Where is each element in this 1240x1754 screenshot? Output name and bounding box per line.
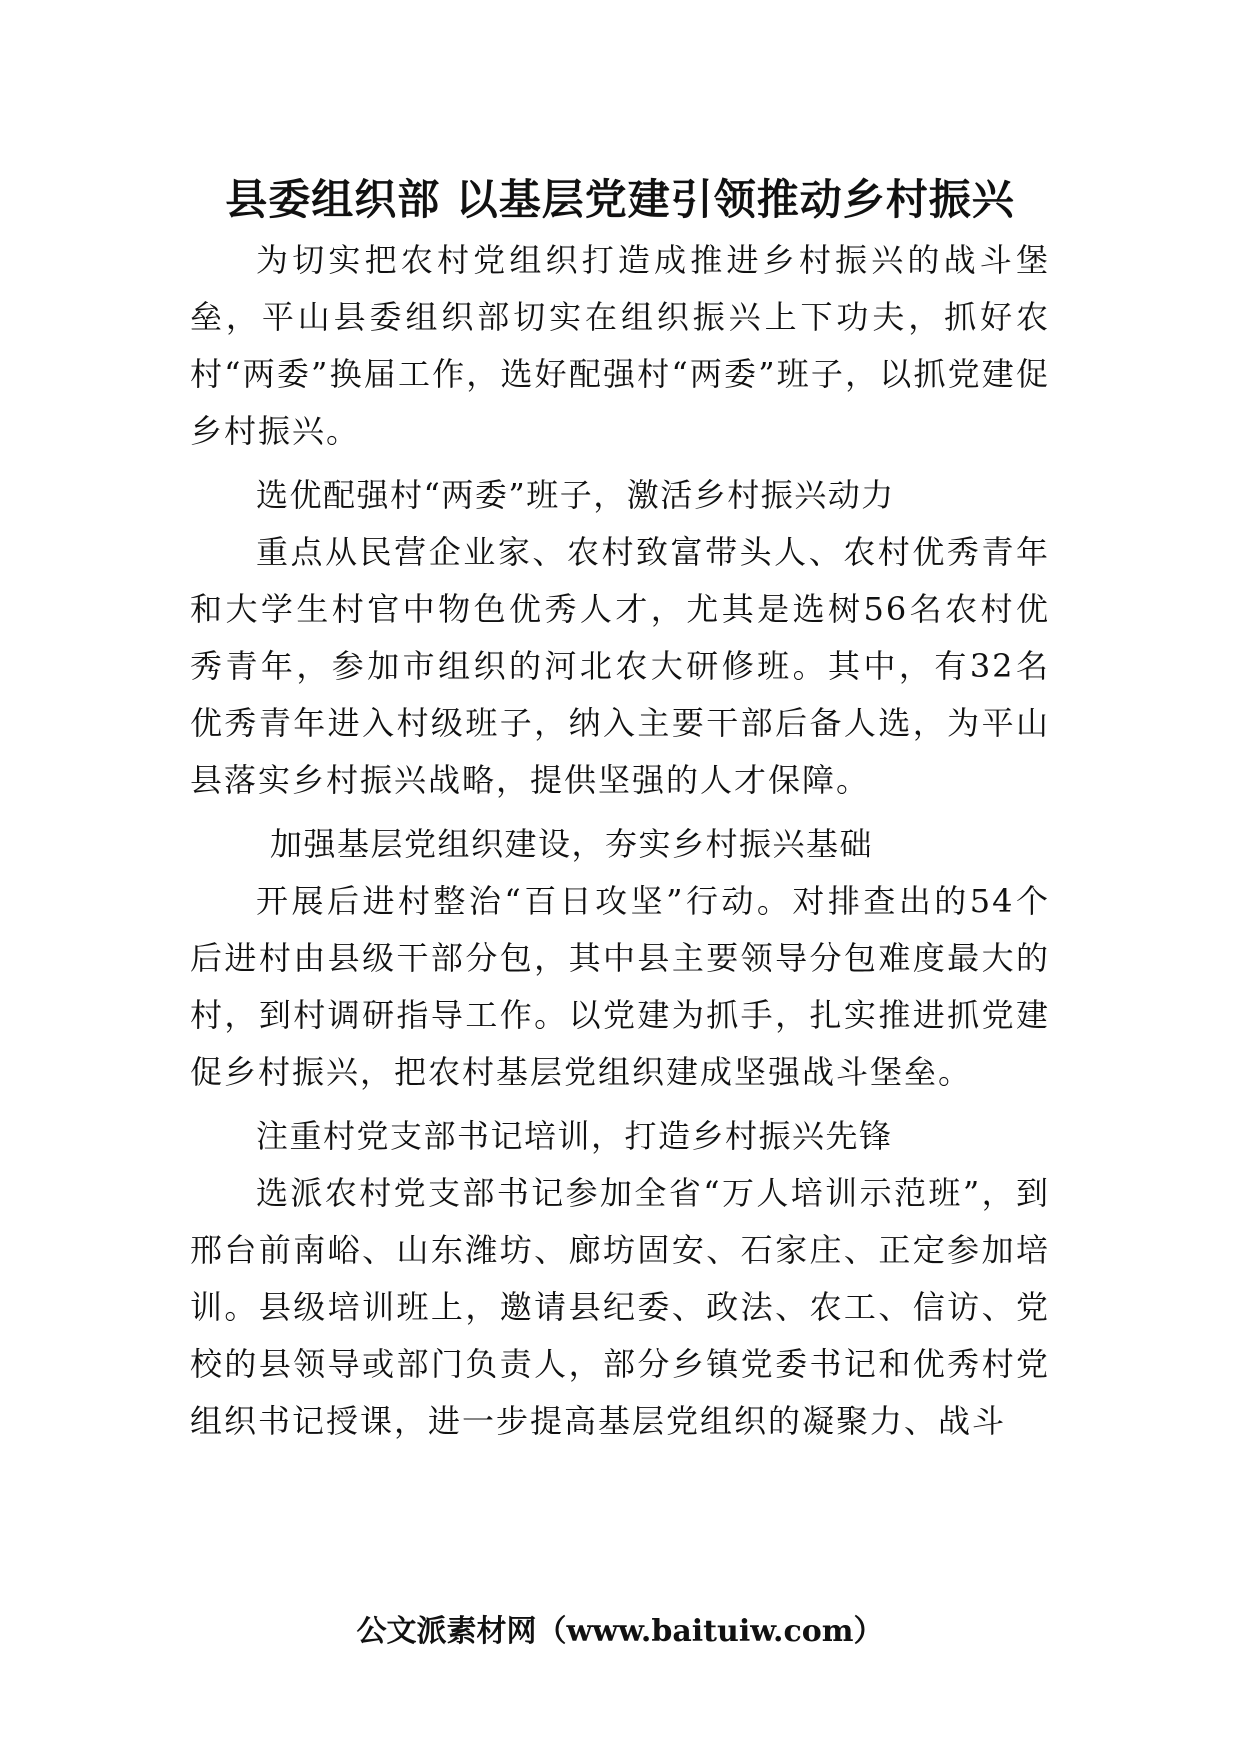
section-heading-training: 注重村党支部书记培训，打造乡村振兴先锋 xyxy=(256,1117,893,1155)
training-paragraph: 选派农村党支部书记参加全省“万人培训示范班”，到邢台前南峪、山东潍坊、廊坊固安、石家庄、正定参加培训。县级培训班上，邀请县纪委、政法、农工、信访、党校的县领导或部门负责人，部分乡镇党委书记和优秀村党组织书记授课，进一步提高基层党组织的凝聚力、战斗 xyxy=(190,1174,1050,1440)
section-heading-team: 选优配强村“两委”班子，激活乡村振兴动力 xyxy=(256,476,895,514)
source-footer: 公文派素材网（www.baituiw.com） xyxy=(356,1614,884,1649)
organization-paragraph: 开展后进村整治“百日攻坚”行动。对排查出的54个后进村由县级干部分包，其中县主要领导分包难度最大的村，到村调研指导工作。以党建为抓手，扎实推进抓党建促乡村振兴，把农村基层党组织建成坚强战斗堡垒。 xyxy=(190,882,1050,1091)
team-paragraph: 重点从民营企业家、农村致富带头人、农村优秀青年和大学生村官中物色优秀人才，尤其是选树56名农村优秀青年，参加市组织的河北农大研修班。其中，有32名优秀青年进入村级班子，纳入主要干部后备人选，为平山县落实乡村振兴战略，提供坚强的人才保障。 xyxy=(190,533,1050,799)
document-body xyxy=(190,232,1050,1450)
intro-paragraph: 为切实把农村党组织打造成推进乡村振兴的战斗堡垒，平山县委组织部切实在组织振兴上下功夫，抓好农村“两委”换届工作，选好配强村“两委”班子，以抓党建促乡村振兴。 xyxy=(190,241,1050,450)
document-title: 县委组织部 以基层党建引领推动乡村振兴 xyxy=(225,175,1015,224)
section-heading-organization: 加强基层党组织建设，夯实乡村振兴基础 xyxy=(270,825,874,863)
